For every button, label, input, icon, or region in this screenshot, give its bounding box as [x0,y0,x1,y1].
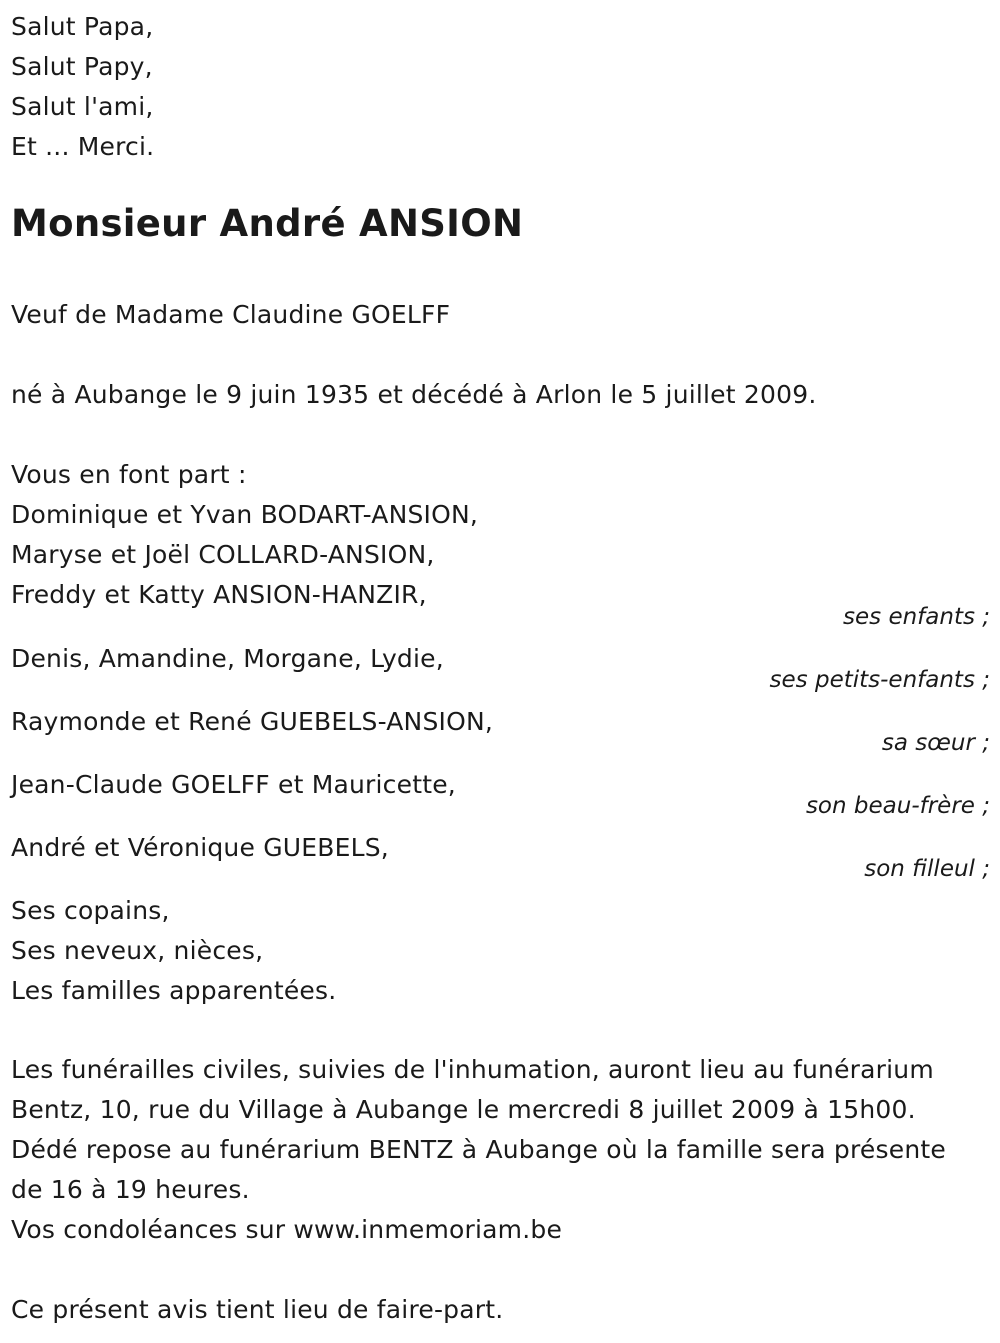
godson-role: son filleul ; [864,856,990,882]
sister-line: Raymonde et René GUEBELS-ANSION, [11,707,494,736]
sister-role: sa sœur ; [881,730,990,756]
grandchildren-line: Denis, Amandine, Morgane, Lydie, [11,644,444,673]
condolences-line: Vos condoléances sur www.inmemoriam.be [11,1215,563,1244]
brother-in-law-line: Jean-Claude GOELFF et Mauricette, [11,770,456,799]
children-role: ses enfants ; [843,604,990,630]
greeting-line-4: Et ... Merci. [11,132,155,161]
announcement-intro: Vous en font part : [11,460,247,489]
greeting-line-2: Salut Papy, [11,52,153,81]
others-line-2: Ses neveux, nièces, [11,936,264,965]
funeral-line-1: Les funérailles civiles, suivies de l'inhumation, auront lieu au funérarium [11,1055,934,1084]
children-line-1: Dominique et Yvan BODART-ANSION, [11,500,479,529]
birth-death-line: né à Aubange le 9 juin 1935 et décédé à Arlon le 5 juillet 2009. [11,380,817,409]
deceased-name: Monsieur André ANSION [11,202,524,245]
funeral-line-3: Dédé repose au funérarium BENTZ à Aubange où la famille sera présente [11,1135,946,1164]
widower-line: Veuf de Madame Claudine GOELFF [11,300,451,329]
brother-in-law-role: son beau-frère ; [805,793,990,819]
closing-line: Ce présent avis tient lieu de faire-part. [11,1295,504,1324]
others-line-1: Ses copains, [11,896,170,925]
funeral-line-4: de 16 à 19 heures. [11,1175,250,1204]
greeting-line-3: Salut l'ami, [11,92,154,121]
funeral-line-2: Bentz, 10, rue du Village à Aubange le mercredi 8 juillet 2009 à 15h00. [11,1095,916,1124]
children-line-2: Maryse et Joël COLLARD-ANSION, [11,540,435,569]
others-line-3: Les familles apparentées. [11,976,337,1005]
children-line-3: Freddy et Katty ANSION-HANZIR, [11,580,427,609]
godson-line: André et Véronique GUEBELS, [11,833,389,862]
grandchildren-role: ses petits-enfants ; [769,667,990,693]
greeting-line-1: Salut Papa, [11,12,154,41]
